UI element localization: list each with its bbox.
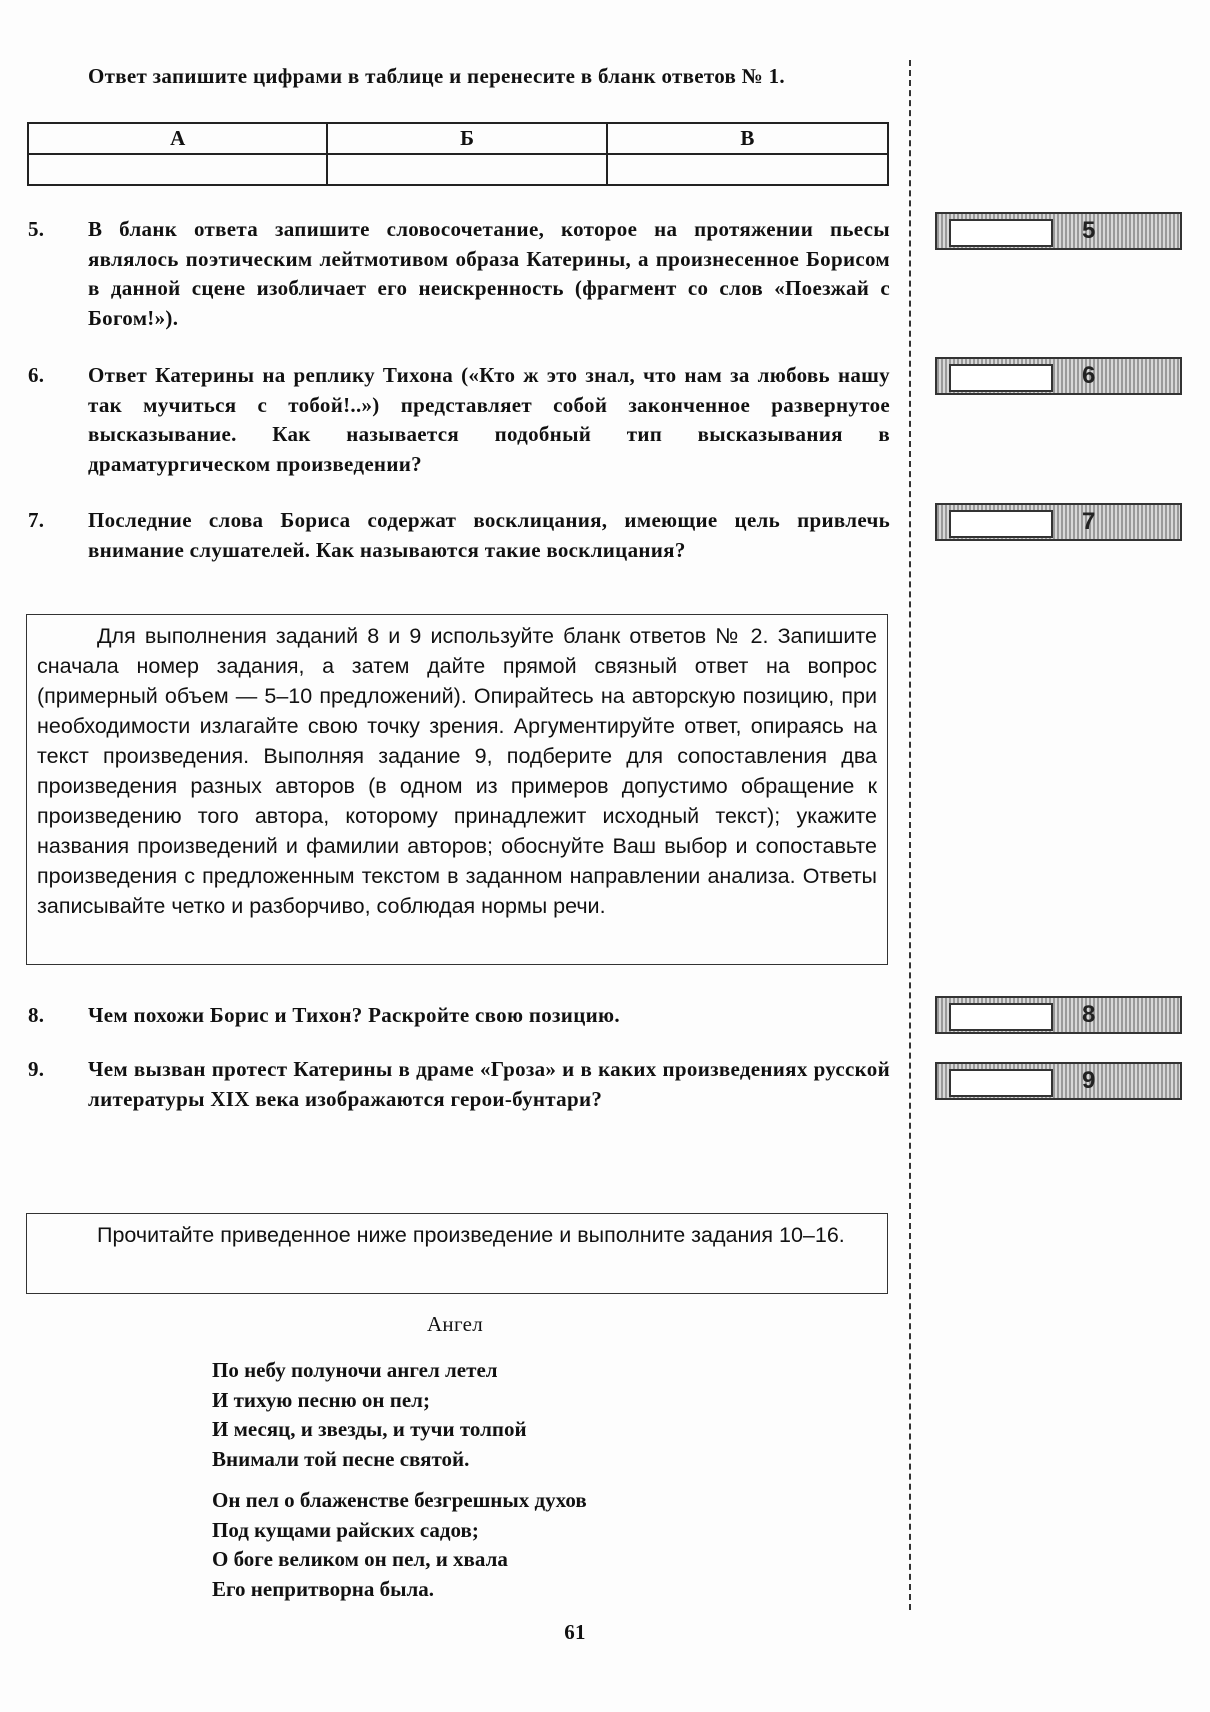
poem-line: Его непритворна была. bbox=[212, 1576, 435, 1601]
poem-line: И месяц, и звезды, и тучи толпой bbox=[212, 1417, 527, 1441]
reading-instruction-box: Прочитайте приведенное ниже произведение и выполните задания 10–16. bbox=[26, 1213, 888, 1294]
poem-stanza-2 bbox=[212, 1486, 587, 1604]
marker-number: 5 bbox=[1082, 217, 1096, 244]
answer-marker-7 bbox=[935, 503, 1182, 541]
question-number: 7. bbox=[28, 508, 45, 532]
marker-number: 7 bbox=[1082, 508, 1096, 535]
question-6 bbox=[28, 361, 890, 479]
question-7 bbox=[28, 506, 890, 565]
table-cell bbox=[607, 154, 888, 185]
poem-title: Ангел bbox=[426, 1312, 484, 1336]
answer-field bbox=[949, 219, 1053, 247]
answer-field bbox=[949, 510, 1053, 538]
poem-line: По небу полуночи ангел летел bbox=[212, 1358, 498, 1382]
marker-number: 9 bbox=[1082, 1067, 1096, 1094]
marker-number: 6 bbox=[1082, 362, 1096, 389]
question-8 bbox=[28, 1001, 890, 1031]
table-cell bbox=[28, 154, 327, 185]
question-9 bbox=[28, 1055, 890, 1114]
poem-stanza-1 bbox=[212, 1356, 527, 1474]
answer-marker-6 bbox=[935, 357, 1182, 395]
question-text: В бланк ответа запишите словосочетание, которое на протяжении пьесы являлось поэтическим лейтмотивом образа Катерины, а произнесенное Борисом в данной сцене изобличает его неискренность (фрагмент со слов «Поезжай с Богом!»). bbox=[88, 217, 890, 330]
answer-marker-9 bbox=[935, 1062, 1182, 1100]
poem-line: И тихую песню он пел; bbox=[212, 1387, 430, 1412]
answer-field bbox=[949, 1003, 1053, 1031]
answer-marker-8 bbox=[935, 996, 1182, 1034]
intro-text: Ответ запишите цифрами в таблице и перенесите в бланк ответов № 1. bbox=[88, 64, 785, 88]
poem-line: Он пел о блаженстве безгрешных духов bbox=[212, 1488, 587, 1512]
answer-marker-5 bbox=[935, 212, 1182, 250]
marker-number: 8 bbox=[1082, 1001, 1096, 1028]
page-number: 61 bbox=[564, 1620, 586, 1644]
answer-field bbox=[949, 1069, 1053, 1097]
table-header: А bbox=[28, 123, 327, 154]
question-number: 5. bbox=[28, 217, 45, 241]
answer-table bbox=[27, 122, 889, 186]
question-number: 8. bbox=[28, 1003, 45, 1027]
answer-field bbox=[949, 364, 1053, 392]
poem-line: О боге великом он пел, и хвала bbox=[212, 1547, 508, 1571]
question-number: 9. bbox=[28, 1057, 45, 1081]
instruction-box: Для выполнения заданий 8 и 9 используйте бланк ответов № 2. Запишите сначала номер задания, а затем дайте прямой связный ответ на вопрос (примерный объем — 5–10 предложений). Опирайтесь на авторскую позицию, при необходимости излагайте свою точку зрения. Аргументируйте ответ, опираясь на текст произведения. Выполняя задание 9, подберите для сопоставления два произведения разных авторов (в одном из примеров допустимо обращение к произведению того автора, которому принадлежит исходный текст); укажите названия произведений и фамилии авторов; обоснуйте Ваш выбор и сопоставьте произведения с предложенным текстом в заданном направлении анализа. Ответы записывайте четко и разборчиво, соблюдая нормы речи. bbox=[26, 614, 888, 965]
cut-line bbox=[909, 60, 911, 1610]
question-text: Ответ Катерины на реплику Тихона («Кто ж это знал, что нам за любовь нашу так мучиться с тобой!..») представляет собой законченное развернутое высказывание. Как называется подобный тип высказывания в драматургическом произведении? bbox=[88, 363, 890, 476]
question-number: 6. bbox=[28, 363, 45, 387]
question-text: Чем вызван протест Катерины в драме «Гроза» и в каких произведениях русской литературы XIX века изображаются герои-бунтари? bbox=[88, 1057, 890, 1111]
question-text: Последние слова Бориса содержат восклицания, имеющие цель привлечь внимание слушателей. Как называются такие восклицания? bbox=[88, 508, 890, 562]
question-5 bbox=[28, 215, 890, 333]
table-header: Б bbox=[327, 123, 606, 154]
poem-line: Под кущами райских садов; bbox=[212, 1517, 479, 1542]
table-cell bbox=[327, 154, 606, 185]
table-header: В bbox=[607, 123, 888, 154]
poem-line: Внимали той песне святой. bbox=[212, 1446, 470, 1471]
question-text: Чем похожи Борис и Тихон? Раскройте свою позицию. bbox=[88, 1003, 620, 1027]
